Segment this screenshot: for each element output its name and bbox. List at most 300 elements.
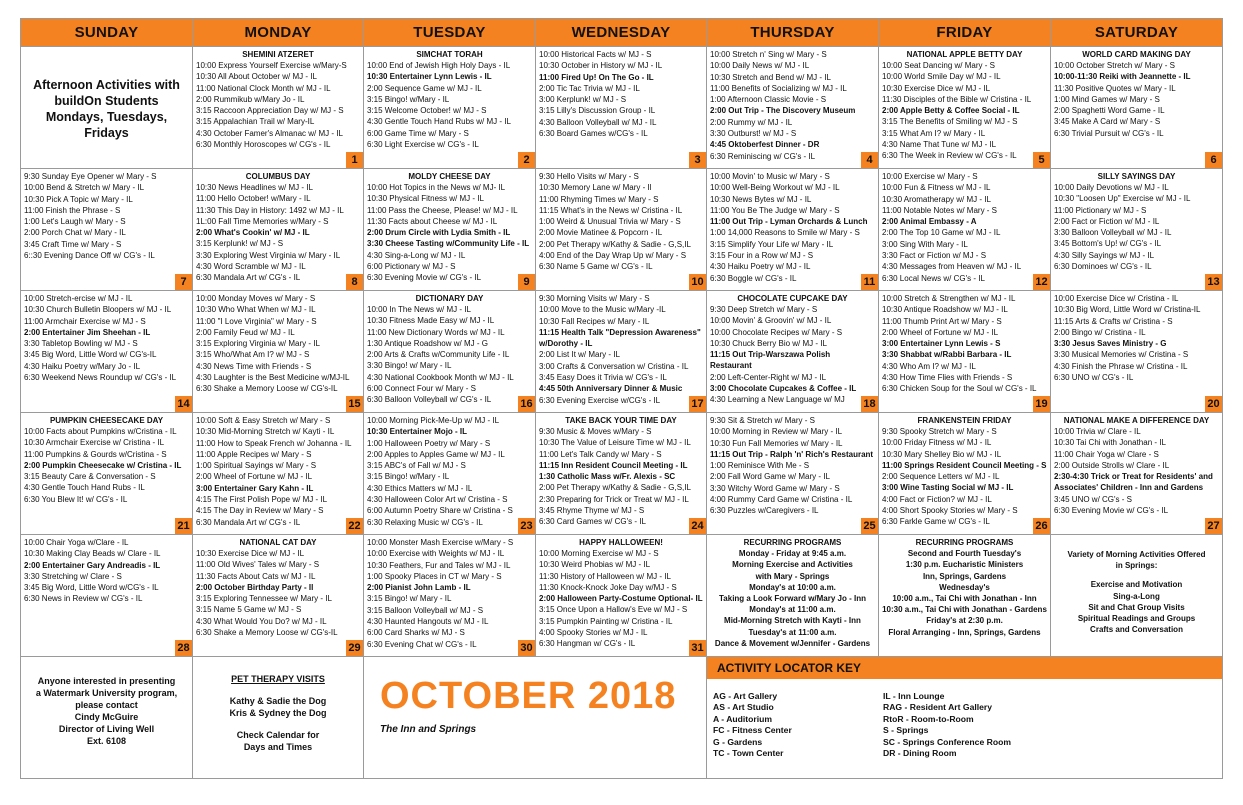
- day-cell-content: [21, 413, 192, 534]
- activity-line: 2:00 Rummikub w/Mary Jo - IL: [196, 94, 305, 104]
- activity-line: 3:15 Bingo! w/Mary - IL: [367, 94, 450, 104]
- activity-line: 4:45 Oktoberfest Dinner - DR: [710, 140, 820, 150]
- activity-line: 1:00 Spiritual Sayings w/ Mary - S: [196, 461, 317, 471]
- activity-line: 3:45 Big Word, Little Word w/CG's - IL: [24, 583, 159, 593]
- day-number: 30: [518, 640, 535, 656]
- day-cell: [364, 47, 536, 169]
- day-number: 29: [346, 640, 363, 656]
- activity-line: 11:00 Let's Talk Candy w/ Mary - S: [539, 449, 662, 459]
- activity-line: 10:30 Chuck Berry Bio w/ MJ - IL: [710, 338, 827, 348]
- recurring-line: with Mary - Springs: [755, 571, 830, 581]
- activity-line: 10:30 Church Bulletin Bloopers w/ MJ - IL: [24, 305, 172, 315]
- activity-line: 2:00 Fall Word Game w/ Mary - IL: [710, 472, 830, 482]
- activity-line: 3:15 Lilly's Discussion Group - IL: [539, 106, 656, 116]
- activity-line: 3:15 Raccoon Appreciation Day w/ MJ - S: [196, 106, 344, 116]
- activity-line: 2:00 Pumpkin Cheesecake w/ Cristina - IL: [24, 460, 182, 470]
- activity-line: 6:30 Local News w/ CG's - IL: [882, 273, 985, 283]
- footer-row: [21, 657, 1223, 779]
- activity-line: 2:00 Movie Matinee & Popcorn - IL: [539, 228, 663, 238]
- activity-line: 1:30 Antique Roadshow w/ MJ - G: [367, 338, 488, 348]
- activity-line: 10:00 Stretch & Strengthen w/ MJ - IL: [882, 294, 1016, 303]
- activity-line: 2:00 Animal Embassy - A: [882, 217, 977, 227]
- activity-line: 11:30 Knock-Knock Joke Day w/MJ - S: [539, 582, 677, 592]
- activity-line: 6:30 You Blew It! w/ CG's - IL: [24, 494, 128, 504]
- activity-line: 2:00 Porch Chat w/ Mary - IL: [24, 228, 126, 238]
- activity-line: 11:00 Pictionary w/ MJ - S: [1054, 205, 1147, 215]
- activity-line: 6:30 Shake a Memory Loose w/ CG's-IL: [196, 628, 338, 638]
- activity-line: 10:30 Armchair Exercise w/ Cristina - IL: [24, 438, 165, 448]
- day-cell-content: [536, 291, 706, 412]
- activity-line: 4:30 Finish the Phrase w/ Cristina - IL: [1054, 361, 1188, 371]
- activity-line: 10:00 Daily News w/ MJ - IL: [710, 61, 810, 71]
- recurring-line: Tuesday's at 11:00 a.m.: [748, 627, 837, 637]
- activity-line: 3:30 Exploring West Virginia w/ Mary - IL: [196, 250, 341, 260]
- activity-line: 2:00 Bingo w/ Cristina - IL: [1054, 327, 1146, 337]
- activity-line: 3:30 Shabbat w/Rabbi Barbara - IL: [882, 350, 1012, 360]
- day-number: 26: [1033, 518, 1050, 534]
- activity-line: 10:30 Weird Phobias w/ MJ - IL: [539, 560, 651, 570]
- day-cell: [193, 535, 364, 657]
- activity-line: 4:00 Rummy Card Game w/ Cristina - IL: [710, 495, 853, 505]
- day-number: 6: [1205, 152, 1222, 168]
- activity-line: 3:30 Balloon Volleyball w/ MJ - IL: [1054, 228, 1172, 238]
- day-cell-content: [536, 413, 706, 534]
- day-number: 16: [518, 396, 535, 412]
- recurring-title: RECURRING PROGRAMS: [743, 538, 842, 547]
- day-cell-content: [707, 413, 878, 534]
- activity-line: 9:30 Hello Visits w/ Mary - S: [539, 172, 639, 181]
- activity-line: 11:00 "I Love Virginia" w/ Mary - S: [196, 316, 317, 326]
- day-number: 28: [175, 640, 192, 656]
- day-theme-title: NATIONAL APPLE BETTY DAY: [906, 50, 1023, 59]
- day-number: 1: [346, 152, 363, 168]
- day-cell: [879, 169, 1051, 291]
- activity-line: 6:30 Evening Movie w/ CG's - IL: [367, 273, 482, 283]
- activity-line: 10:00 Morning Exercise w/ MJ - S: [539, 549, 659, 558]
- activity-line: 10:00 Exercise Dice w/ Cristina - IL: [1054, 294, 1179, 303]
- activity-line: 11:30 Positive Quotes w/ Mary - IL: [1054, 83, 1176, 93]
- activity-line: 4:30 Learning a New Language w/ MJ: [710, 395, 845, 405]
- activity-line: 1:00 Halloween Poetry w/ Mary - S: [367, 438, 491, 448]
- day-cell-content: [1051, 169, 1222, 290]
- day-cell-content: [193, 413, 363, 534]
- activity-line: 3:00 Sing With Mary - IL: [882, 239, 968, 249]
- locator-item: A - Auditorium: [713, 713, 773, 724]
- activity-line: 2:00 What's Cookin' w/ MJ - IL: [196, 228, 310, 238]
- morning-activity-line: Sit and Chat Group Visits: [1088, 602, 1185, 612]
- day-cell: [879, 291, 1051, 413]
- day-cell: [1051, 169, 1223, 291]
- activity-line: 3:30 Musical Memories w/ Cristina - S: [1054, 350, 1189, 360]
- activity-line: 10:30 Mary Shelley Bio w/ MJ - IL: [882, 449, 1002, 459]
- day-number: 7: [175, 274, 192, 290]
- activity-line: 4:30 News Time with Friends - S: [196, 361, 312, 371]
- activity-line: 6::30 Evening Dance Off w/ CG's - IL: [24, 251, 155, 261]
- activity-line: 6:30 Farkle Game w/ CG's - IL: [882, 517, 990, 527]
- activity-line: 11:00 Benefits of Socializing w/ MJ - IL: [710, 83, 847, 93]
- activity-line: 6:30 Chicken Soup for the Soul w/ CG's - IL: [882, 384, 1037, 394]
- pet-therapy-line: Days and Times: [243, 742, 313, 752]
- day-cell-content: [1051, 413, 1222, 534]
- activity-line: 10:00 Express Yourself Exercise w/Mary-S: [196, 61, 347, 70]
- activity-line: 2:00 Wheel of Fortune w/ MJ - IL: [882, 327, 999, 337]
- activity-line: 3:15 Balloon Volleyball w/ MJ - S: [367, 605, 484, 615]
- activity-line: 10:00 End of Jewish High Holy Days - IL: [367, 61, 511, 70]
- activity-line: 10:00 Bend & Stretch w/ Mary - IL: [24, 183, 145, 193]
- locator-item: S - Springs: [883, 725, 929, 736]
- day-cell: [707, 413, 879, 535]
- day-cell-content: [364, 291, 535, 412]
- activity-line: 10:30 News Headlines w/ MJ - IL: [196, 183, 313, 192]
- day-theme-title: SHEMINI ATZERET: [242, 50, 314, 59]
- day-header-row: [21, 19, 1223, 47]
- day-theme-title: PUMPKIN CHEESECAKE DAY: [49, 416, 164, 425]
- activity-line: 4:00 Spooky Stories w/ MJ - IL: [539, 628, 648, 638]
- day-number: 31: [689, 640, 706, 656]
- day-cell-content: [536, 535, 706, 656]
- contact-line: Ext. 6108: [86, 736, 127, 746]
- morning-activity-line: Spiritual Readings and Groups: [1077, 614, 1196, 624]
- activity-line: 11:00 Armchair Exercise w/ MJ - S: [24, 316, 146, 326]
- day-cell-content: [879, 291, 1050, 412]
- activity-line: 11:15 Out Trip-Warszawa Polish: [710, 350, 831, 360]
- day-cell: [21, 169, 193, 291]
- activity-line: 4:30 What Would You Do? w/ MJ - IL: [196, 616, 327, 626]
- day-number: 25: [861, 518, 878, 534]
- activity-line: 6:30 Name 5 Game w/ CG's - IL: [539, 262, 653, 272]
- recurring-line: Floral Arranging - Inn, Springs, Gardens: [888, 627, 1041, 637]
- recurring-line: Morning Exercise and Activities: [732, 560, 853, 570]
- activity-line: 4:30 Gentle Touch Hand Rubs - IL: [24, 483, 145, 493]
- activity-line: 9:30 Deep Stretch w/ Mary - S: [710, 305, 818, 314]
- day-number: 4: [861, 152, 878, 168]
- activity-line: 4:30 Balloon Volleyball w/ MJ - IL: [539, 117, 657, 127]
- activity-line: 2:00 Left-Center-Right w/ MJ - IL: [710, 372, 827, 382]
- activity-line: 6:30 UNO w/ CG's - IL: [1054, 373, 1134, 383]
- morning-activity-line: Crafts and Conversation: [1090, 625, 1183, 635]
- activity-line: 3:15 Four in a Row w/ MJ - S: [710, 251, 814, 261]
- activity-line: 11:30 Facts About Cats w/ MJ - IL: [196, 571, 316, 581]
- activity-locator-key: [707, 657, 1223, 779]
- recurring-line: Friday's at 2:30 p.m.: [926, 616, 1003, 626]
- activity-line: 10:00 Trivia w/ Clare - IL: [1054, 427, 1141, 436]
- activity-line: 3:45 Rhyme Thyme w/ MJ - S: [539, 506, 645, 516]
- activity-line: 6:30 Light Exercise w/ CG's - IL: [367, 140, 479, 150]
- day-cell: [21, 535, 193, 657]
- activity-line: 6:00 Connect Four w/ Mary - S: [367, 384, 476, 394]
- locator-item: AG - Art Gallery: [713, 691, 778, 701]
- activity-line: 10:30 All About October w/ MJ - IL: [196, 72, 317, 82]
- day-cell: [879, 413, 1051, 535]
- activity-line: 10:00 Facts about Pumpkins w/Cristina - IL: [24, 427, 177, 436]
- day-cell: [1051, 413, 1223, 535]
- week-row: [21, 47, 1223, 169]
- activity-line: 6:30 Reminiscing w/ CG's - IL: [710, 151, 816, 161]
- activity-line: 3:30 Witchy Word Game w/ Mary - S: [710, 483, 840, 493]
- day-cell-content: [193, 535, 363, 656]
- activity-line: 2:00 October Birthday Party - Il: [196, 582, 314, 592]
- activity-line: 3:15 Name 5 Game w/ MJ - S: [196, 605, 302, 615]
- activity-line: 1:00 Reminisce With Me - S: [710, 461, 810, 471]
- day-cell: [707, 291, 879, 413]
- day-theme-title: NATIONAL MAKE A DIFFERENCE DAY: [1063, 416, 1210, 425]
- activity-line: 10:00-11:30 Reiki with Jeannette - IL: [1054, 72, 1191, 82]
- activity-line: 3:15 Who/What Am I? w/ MJ - S: [196, 350, 310, 360]
- contact-line: Anyone interested in presenting: [37, 676, 176, 686]
- activity-line: 3:15 Simplify Your Life w/ Mary - IL: [710, 239, 834, 249]
- month-title-box: [364, 657, 707, 779]
- day-number: 15: [346, 396, 363, 412]
- activity-line: 4:30 Word Scramble w/ MJ - IL: [196, 262, 306, 272]
- activity-line: 2:00 Arts & Crafts w/Community Life - IL: [367, 350, 510, 360]
- activity-line: 3:15 The Benefits of Smiling w/ MJ - S: [882, 117, 1018, 127]
- day-number: 2: [518, 152, 535, 168]
- activity-line: 4:00 Fact or Fiction? w/ MJ - IL: [882, 494, 992, 504]
- activity-line: 4:30 Ethics Matters w/ MJ - IL: [367, 483, 473, 493]
- activity-line: 10:00 Friday Fitness w/ MJ - IL: [882, 438, 992, 448]
- activity-line: 10:00 Morning in Review w/ Mary - IL: [710, 427, 843, 437]
- day-theme-title: MOLDY CHEESE DAY: [408, 172, 491, 181]
- morning-activities-cell: [1051, 535, 1223, 657]
- day-number: 3: [689, 152, 706, 168]
- activity-line: 1:00 Afternoon Classic Movie - S: [710, 95, 827, 105]
- activity-line: 4:15 The Day in Review w/ Mary - S: [196, 506, 324, 516]
- activity-line: 11:00 Apple Recipes w/ Mary - S: [196, 449, 312, 459]
- day-cell-content: [21, 291, 192, 412]
- activity-line: 10:00 Chair Yoga w/Clare - IL: [24, 538, 129, 547]
- activity-line: 10:00 World Smile Day w/ MJ - IL: [882, 72, 1001, 82]
- activity-line: 9:30 Morning Visits w/ Mary - S: [539, 294, 650, 303]
- day-number: 21: [175, 518, 192, 534]
- activity-line: 2:00 Apple Betty & Coffee Social - IL: [882, 106, 1020, 116]
- activity-line: 11:00 Fired Up! On The Go - IL: [539, 72, 654, 82]
- locator-item: IL - Inn Lounge: [883, 691, 945, 701]
- activity-line: 10:00 Chocolate Recipes w/ Mary - S: [710, 327, 843, 337]
- locator-item: SC - Springs Conference Room: [883, 736, 1011, 747]
- day-number: 27: [1205, 518, 1222, 534]
- activity-line: 4:30 Sing-a-Long w/ MJ - IL: [367, 250, 466, 260]
- activity-line: 11:15 Inn Resident Council Meeting - IL: [539, 460, 688, 470]
- locator-item: AS - Art Studio: [713, 702, 774, 713]
- activity-line: 3:30 Bingo! w/ Mary - IL: [367, 361, 452, 371]
- activity-line: 2:00 Sequence Game w/ MJ - IL: [367, 83, 482, 93]
- recurring-line: Monday's at 10:00 a.m.: [749, 582, 836, 592]
- activity-line: 2:00 Tic Tac Trivia w/ MJ - IL: [539, 83, 640, 93]
- activity-line: 10:30 Tai Chi with Jonathan - IL: [1054, 438, 1166, 448]
- activity-line: 4:30 How Time Flies with Friends - S: [882, 373, 1013, 383]
- activity-line: 10:30 Stretch and Bend w/ MJ - IL: [710, 72, 831, 82]
- activity-line: 10:00 Seat Dancing w/ Mary - S: [882, 61, 995, 70]
- day-cell: [707, 47, 879, 169]
- activity-line: 3:30 Cheese Tasting w/Community Life - IL: [367, 239, 530, 249]
- activity-line: 10:30 Pick A Topic w/ Mary - IL: [24, 194, 133, 204]
- activity-line: 1:00 Mind Games w/ Mary - S: [1054, 94, 1160, 104]
- week-row: [21, 535, 1223, 657]
- activity-line: 2:00 Apples to Apples Game w/ MJ - IL: [367, 449, 505, 459]
- day-cell-content: [536, 47, 706, 168]
- day-cell-content: [364, 47, 535, 168]
- activity-line: 10:00 Stretch-ercise w/ MJ - IL: [24, 294, 133, 303]
- activity-line: 3:30 Fact or Fiction w/ MJ - S: [882, 251, 987, 261]
- activity-line: 4:30 Silly Sayings w/ MJ - IL: [1054, 250, 1155, 260]
- day-cell-content: [707, 291, 878, 412]
- intro-line: buildOn Students: [54, 94, 159, 108]
- activity-line: 10:30 Feathers, Fur and Tales w/ MJ - IL: [367, 560, 511, 570]
- activity-line: 9:30 Spooky Stretch w/ Mary - S: [882, 427, 997, 436]
- day-cell: [707, 169, 879, 291]
- activity-line: 10:30 The Value of Leisure Time w/ MJ - IL: [539, 438, 691, 448]
- activity-line: 6:30 Mandala Art w/ CG's - IL: [196, 517, 301, 527]
- locator-left-column: [713, 691, 792, 759]
- intro-cell: [21, 47, 193, 169]
- activity-line: 1:30 Catholic Mass w/Fr. Alexis - SC: [539, 472, 676, 482]
- day-number: 8: [346, 274, 363, 290]
- day-cell: [364, 169, 536, 291]
- activity-line: 2:00 Entertainer Jim Sheehan - IL: [24, 327, 151, 337]
- day-cell-content: [707, 47, 878, 168]
- activity-line: 10:00 Exercise w/ Mary - S: [882, 172, 978, 181]
- pet-therapy-line: Kathy & Sadie the Dog: [229, 696, 327, 706]
- activity-line: 3:15 What Am I? w/ Mary - IL: [882, 128, 986, 138]
- day-number: 24: [689, 518, 706, 534]
- activity-line: 10:00 Stretch n' Sing w/ Mary - S: [710, 50, 827, 59]
- intro-line: Afternoon Activities with: [33, 78, 180, 92]
- activity-line: 4:30 Haunted Hangouts w/ MJ - IL: [367, 617, 489, 627]
- day-cell-content: [193, 291, 363, 412]
- activity-line: 11:30 Facts about Cheese w/ MJ - IL: [367, 216, 498, 226]
- day-cell: [193, 291, 364, 413]
- activity-line: 10:30 Fall Recipes w/ Mary - IL: [539, 316, 650, 326]
- morning-activity-line: Sing-a-Long: [1113, 591, 1160, 601]
- day-cell-content: [1051, 291, 1222, 412]
- activity-line: 10:00 Movin' to Music w/ Mary - S: [710, 172, 830, 181]
- activity-line: 6:30 News in Review w/ CG's - IL: [24, 594, 143, 604]
- activity-line: 9:30 Sunday Eye Opener w/ Mary - S: [24, 172, 157, 181]
- day-cell: [536, 413, 707, 535]
- locator-item: DR - Dining Room: [883, 748, 957, 759]
- activity-line: 11:00 Pumpkins & Gourds w/Cristina - S: [24, 449, 167, 459]
- day-cell-content: [364, 535, 535, 656]
- day-theme-title: SIMCHAT TORAH: [416, 50, 483, 59]
- activity-line: 4:30 Haiku Poetry w/ MJ - IL: [710, 262, 811, 272]
- recurring-line: Second and Fourth Tuesday's: [907, 549, 1022, 559]
- activity-line: 10:30 Mid-Morning Stretch w/ Kayti - IL: [196, 427, 335, 437]
- activity-line: Associates' Children - Inn and Gardens: [1054, 483, 1204, 493]
- locator-item: RAG - Resident Art Gallery: [883, 702, 993, 713]
- activity-line: 4:30 National Cookbook Month w/ MJ - IL: [367, 372, 514, 382]
- day-number: 13: [1205, 274, 1222, 290]
- locator-right-column: [883, 691, 1011, 759]
- activity-line: 3:15 Once Upon a Hallow's Eve w/ MJ - S: [539, 605, 688, 615]
- activity-line: 10:30 Exercise Dice w/ MJ - IL: [196, 549, 305, 558]
- activity-line: 6:30 Trivial Pursuit w/ CG's - IL: [1054, 128, 1164, 138]
- locator-item: G - Gardens: [713, 736, 763, 747]
- day-cell: [21, 413, 193, 535]
- activity-line: 3:30 Jesus Saves Ministry - G: [1054, 339, 1167, 349]
- day-cell-content: [193, 169, 363, 290]
- activity-line: 11:30 This Day in History: 1492 w/ MJ - IL: [196, 205, 344, 215]
- morning-activity-line: [1054, 571, 1219, 579]
- activity-line: 6:00 Pictionary w/ MJ - S: [367, 262, 456, 272]
- intro-line: Mondays, Tuesdays, Fridays: [45, 110, 168, 140]
- activity-line: 10:30 Making Clay Beads w/ Clare - IL: [24, 549, 161, 559]
- recurring-line: 10:30 a.m., Tai Chi with Jonathan - Gardens: [882, 605, 1047, 615]
- activity-line: 10:30 Physical Fitness w/ MJ - IL: [367, 194, 484, 204]
- day-number: 22: [346, 518, 363, 534]
- day-cell-content: [193, 47, 363, 168]
- day-cell: [364, 291, 536, 413]
- activity-line: 3:45 Make A Card w/ Mary - S: [1054, 117, 1161, 127]
- day-number: 11: [861, 274, 878, 290]
- activity-line: 11:00 You Be The Judge w/ Mary - S: [710, 205, 840, 215]
- activity-line: 4:30 Halloween Color Art w/ Cristina - S: [367, 495, 508, 505]
- activity-line: 3:00 Crafts & Conversation w/ Cristina - IL: [539, 361, 689, 371]
- activity-line: 3:30 Tabletop Bowling w/ MJ - S: [24, 339, 138, 349]
- contact-line: Cindy McGuire: [74, 712, 139, 722]
- activity-line: 11:00 Old Wives' Tales w/ Mary - S: [196, 560, 320, 570]
- activity-line: 10:00 October Stretch w/ Mary - S: [1054, 61, 1175, 70]
- day-cell: [536, 169, 707, 291]
- day-number: 20: [1205, 396, 1222, 412]
- day-theme-title: HAPPY HALLOWEEN!: [579, 538, 663, 547]
- activity-line: 2:00 Family Feud w/ MJ - IL: [196, 327, 295, 337]
- day-cell-content: [21, 535, 192, 656]
- activity-line: 6:30 Weekend News Roundup w/ CG's - IL: [24, 373, 177, 383]
- activity-line: 3:15 Appalachian Trail w/ Mary-IL: [196, 117, 315, 127]
- day-cell: [364, 535, 536, 657]
- month-title: OCTOBER 2018: [380, 675, 677, 717]
- day-header-monday: MONDAY: [193, 19, 364, 47]
- day-cell: [21, 291, 193, 413]
- day-cell-content: [364, 413, 535, 534]
- locator-item: RtoR - Room-to-Room: [883, 713, 974, 724]
- activity-line: 11:00 New Dictionary Words w/ MJ - IL: [367, 327, 505, 337]
- activity-line: 3:15 Bingo! w/Mary - IL: [367, 472, 450, 482]
- activity-line: 3:45 Easy Does it Trivia w/ CG's - IL: [539, 373, 667, 383]
- contact-line: Director of Living Well: [58, 724, 155, 734]
- day-number: 18: [861, 396, 878, 412]
- activity-line: 1:00 Weird & Unusual Trivia w/ Mary - S: [539, 217, 681, 227]
- activity-line: 10:00 Soft & Easy Stretch w/ Mary - S: [196, 416, 331, 425]
- activity-line: 10:00 Hot Topics in the News w/ MJ- IL: [367, 183, 506, 192]
- locator-item: TC - Town Center: [713, 748, 784, 759]
- activity-line: 11:00 How to Speak French w/ Johanna - IL: [196, 438, 352, 448]
- contact-line: a Watermark University program,: [35, 688, 178, 698]
- locator-item: FC - Fitness Center: [713, 725, 792, 736]
- activity-line: 6:30 Boggle w/ CG's - IL: [710, 273, 797, 283]
- activity-line: 11:15 Out Trip - Ralph 'n' Rich's Restaurant: [710, 449, 874, 459]
- activity-line: 3:15 Exploring Virginia w/ Mary - IL: [196, 339, 320, 349]
- day-cell: [1051, 291, 1223, 413]
- activity-line: 2:30-4:30 Trick or Treat for Residents' and: [1054, 472, 1213, 482]
- day-cell: [364, 413, 536, 535]
- day-cell: [1051, 47, 1223, 169]
- day-cell: [193, 47, 364, 169]
- activity-line: 11:00 Springs Resident Council Meeting - S: [882, 460, 1047, 470]
- activity-line: 3:15 Pumpkin Painting w/ Cristina - IL: [539, 616, 673, 626]
- recurring-line: Monday's at 11:00 a.m.: [749, 605, 836, 615]
- morning-activity-line: in Springs:: [1115, 561, 1158, 571]
- pet-therapy-line: Kris & Sydney the Dog: [229, 708, 327, 718]
- community-name: The Inn and Springs: [380, 724, 477, 735]
- week-row: [21, 291, 1223, 413]
- activity-line: 2:00 Pet Therapy w/Kathy & Sadie - G,S,IL: [539, 483, 691, 493]
- activity-line: 11:15 Health Talk "Depression Awareness": [539, 327, 701, 337]
- day-theme-title: CHOCOLATE CUPCAKE DAY: [737, 294, 848, 303]
- activity-line: 10:00 Fun & Fitness w/ MJ - IL: [882, 183, 991, 193]
- activity-line: 6:00 Game Time w/ Mary - S: [367, 128, 469, 138]
- recurring-line: Mid-Morning Stretch with Kayti - Inn: [724, 616, 861, 626]
